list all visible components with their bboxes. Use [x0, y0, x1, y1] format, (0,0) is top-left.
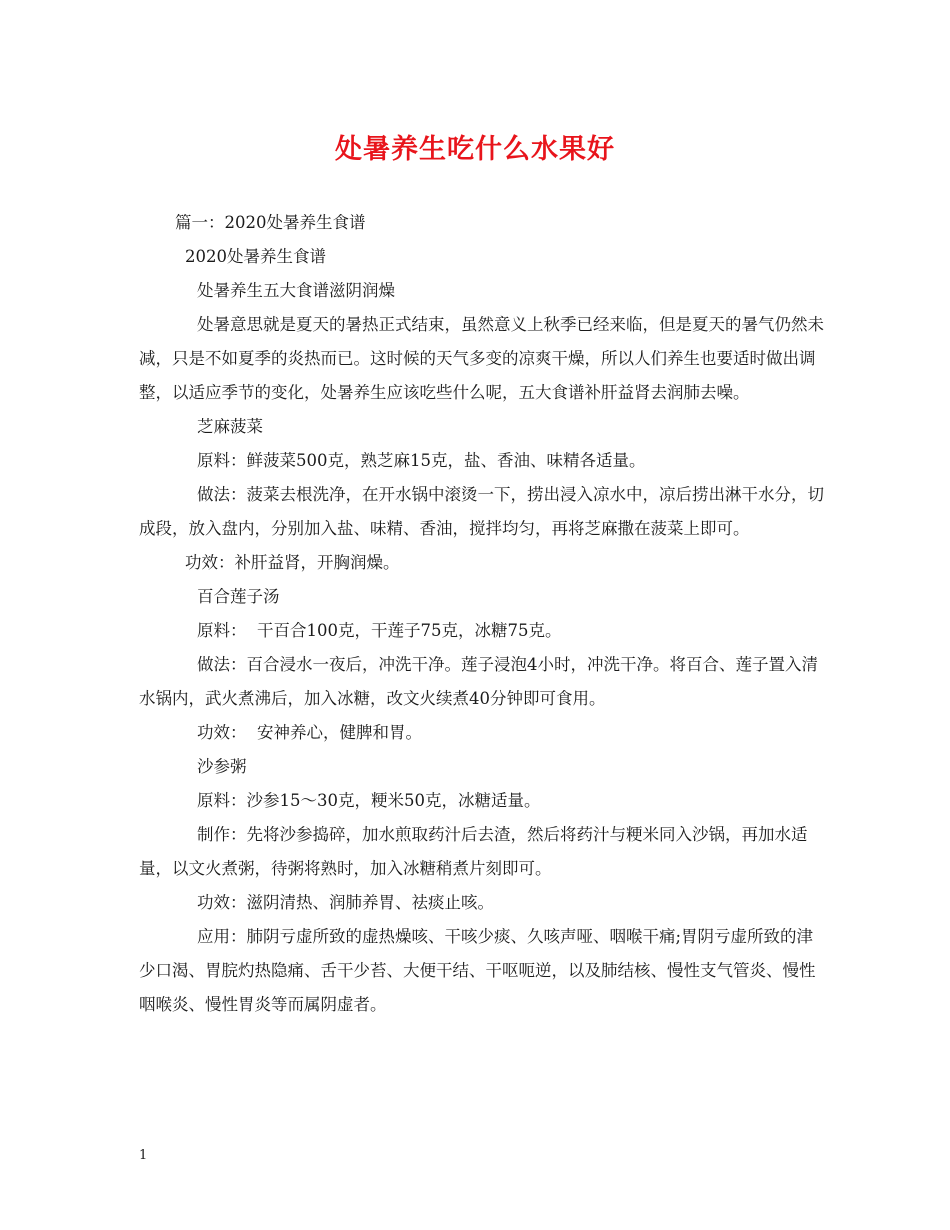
- paragraph: 功效：补肝益肾，开胸润燥。: [185, 553, 400, 572]
- paragraph: 应用：肺阴亏虚所致的虚热燥咳、干咳少痰、久咳声哑、咽喉干痛;胃阴亏虚所致的津少口渴、胃脘灼热隐痛、舌干少苔、大便干结、干呕呃逆，以及肺结核、慢性支气管炎、慢性咽喉炎、慢性胃炎等而属阴虚者。: [139, 927, 816, 1014]
- paragraph: 百合莲子汤: [197, 587, 280, 606]
- paragraph: 处暑意思就是夏天的暑热正式结束，虽然意义上秋季已经来临，但是夏天的暑气仍然未减，只是不如夏季的炎热而已。这时候的天气多变的凉爽干燥，所以人们养生也要适时做出调整，以适应季节的变化，处暑养生应该吃些什么呢，五大食谱补肝益肾去润肺去噪。: [139, 315, 824, 402]
- paragraph: 原料： 干百合100克，干莲子75克，冰糖75克。: [197, 621, 562, 640]
- paragraph: 芝麻菠菜: [197, 417, 263, 436]
- paragraph: 2020处暑养生食谱: [185, 247, 326, 266]
- paragraph: 原料：沙参15～30克，粳米50克，冰糖适量。: [197, 791, 541, 810]
- paragraph: 做法：百合浸水一夜后，冲洗干净。莲子浸泡4小时，冲洗干净。将百合、莲子置入清水锅内，武火煮沸后，加入冰糖，改文火续煮40分钟即可食用。: [139, 655, 818, 708]
- paragraph: 篇一：2020处暑养生食谱: [175, 213, 366, 232]
- paragraph: 功效：滋阴清热、润肺养胃、祛痰止咳。: [197, 893, 494, 912]
- document-body: [139, 206, 829, 1022]
- document-title: 处暑养生吃什么水果好: [335, 134, 615, 165]
- paragraph: 做法：菠菜去根洗净，在开水锅中滚烫一下，捞出浸入凉水中，凉后捞出淋干水分，切成段，放入盘内，分别加入盐、味精、香油，搅拌均匀，再将芝麻撒在菠菜上即可。: [139, 485, 824, 538]
- paragraph: 原料：鲜菠菜500克，熟芝麻15克，盐、香油、味精各适量。: [197, 451, 646, 470]
- paragraph: 制作：先将沙参捣碎，加水煎取药汁后去渣，然后将药汁与粳米同入沙锅，再加水适量，以文火煮粥，待粥将熟时，加入冰糖稍煮片刻即可。: [139, 825, 808, 878]
- page-number: 1: [139, 1148, 148, 1163]
- paragraph: 功效： 安神养心，健脾和胃。: [197, 723, 422, 742]
- paragraph: 沙参粥: [197, 757, 247, 776]
- paragraph: 处暑养生五大食谱滋阴润燥: [197, 281, 395, 300]
